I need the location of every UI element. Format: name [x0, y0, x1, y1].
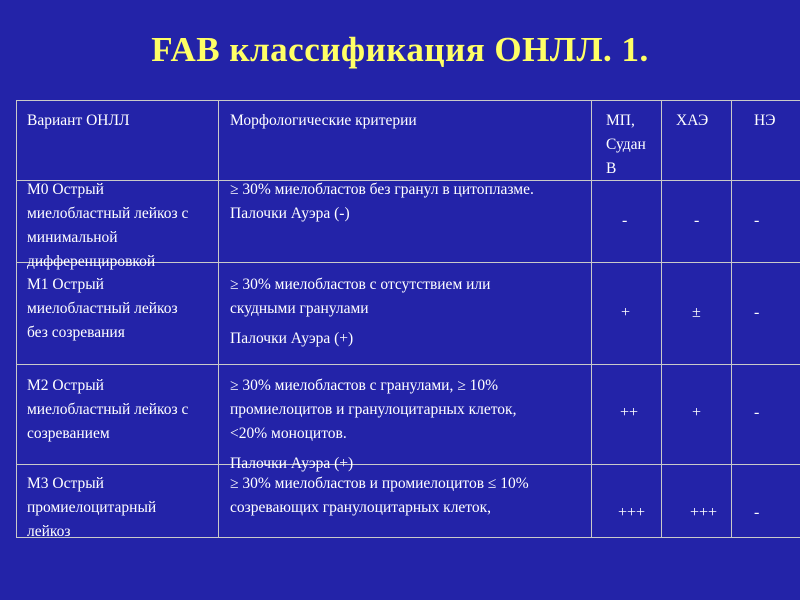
row-m2-ne: - [754, 404, 760, 421]
row-m1-hae: ± [692, 304, 701, 321]
row-m1-variant-cell [16, 263, 219, 365]
row-m3-variant: М3 Острый промиелоцитарный лейкоз [27, 475, 157, 540]
row-m0-ne-cell [732, 181, 800, 263]
row-m2-mp-cell [592, 365, 662, 465]
row-m2-hae-cell [662, 365, 732, 465]
row-m3-variant-cell [16, 465, 219, 538]
row-m2-criteria-auer: Палочки Ауэра (+) [230, 455, 354, 472]
row-m3-ne-cell [732, 465, 800, 538]
fab-classification-table [16, 100, 800, 538]
header-mp-label: МП, Судан В [606, 112, 646, 177]
row-m0-hae-cell [662, 181, 732, 263]
row-m3-ne: - [754, 504, 760, 521]
row-m1-ne-cell [732, 263, 800, 365]
header-morphology-label: Морфологические критерии [230, 112, 417, 129]
row-m2-variant-cell [16, 365, 219, 465]
header-cell-hae [662, 100, 732, 181]
row-m0-mp-cell [592, 181, 662, 263]
row-m0-criteria: ≥ 30% миелобластов без гранул в цитоплазме. Палочки Ауэра (-) [230, 181, 534, 222]
row-m3-criteria: ≥ 30% миелобластов и промиелоцитов ≤ 10% созревающих гранулоцитарных клеток, [230, 475, 529, 516]
row-m1-criteria-auer: Палочки Ауэра (+) [230, 330, 354, 347]
header-variant-label: Вариант ОНЛЛ [27, 112, 130, 129]
row-m3-mp: +++ [618, 504, 646, 521]
row-m1-ne: - [754, 304, 760, 321]
row-m1-criteria: ≥ 30% миелобластов с отсутствием или скудными гранулами [230, 276, 491, 317]
row-m3-criteria-cell [219, 465, 592, 538]
row-m2-criteria-cell [219, 365, 592, 472]
row-m0-ne: - [754, 212, 760, 229]
row-m2-hae: + [692, 404, 702, 421]
row-m0-variant-cell [16, 181, 219, 270]
row-m0-mp: - [622, 212, 628, 229]
row-m1-mp-cell [592, 263, 662, 365]
header-ne-label: НЭ [754, 112, 776, 129]
row-m3-mp-cell [592, 465, 662, 538]
row-m1-variant: М1 Острый миелобластный лейкоз без созревания [27, 276, 178, 341]
row-m3-hae-cell [662, 465, 732, 538]
header-cell-mp [592, 100, 662, 181]
row-m0-criteria-cell [219, 181, 592, 263]
row-m3-hae: +++ [690, 504, 718, 521]
slide-title: FAB классификация ОНЛЛ. 1. [151, 30, 649, 69]
header-hae-label: ХАЭ [676, 112, 709, 129]
row-m0-variant: М0 Острый миелобластный лейкоз с минимальной дифференцировкой [27, 181, 189, 270]
row-m1-hae-cell [662, 263, 732, 365]
row-m1-criteria-cell [219, 263, 592, 365]
row-m2-variant: М2 Острый миелобластный лейкоз с созреванием [27, 377, 189, 442]
row-m1-mp: + [621, 304, 631, 321]
row-m2-mp: ++ [620, 404, 639, 421]
row-m0-hae: - [694, 212, 700, 229]
row-m2-ne-cell [732, 365, 800, 465]
row-m2-criteria: ≥ 30% миелобластов с гранулами, ≥ 10% промиелоцитов и гранулоцитарных клеток, <20% моноцитов. [230, 377, 517, 442]
header-cell-morphology [219, 100, 592, 181]
header-cell-ne [732, 100, 800, 181]
header-cell-variant [16, 100, 219, 181]
